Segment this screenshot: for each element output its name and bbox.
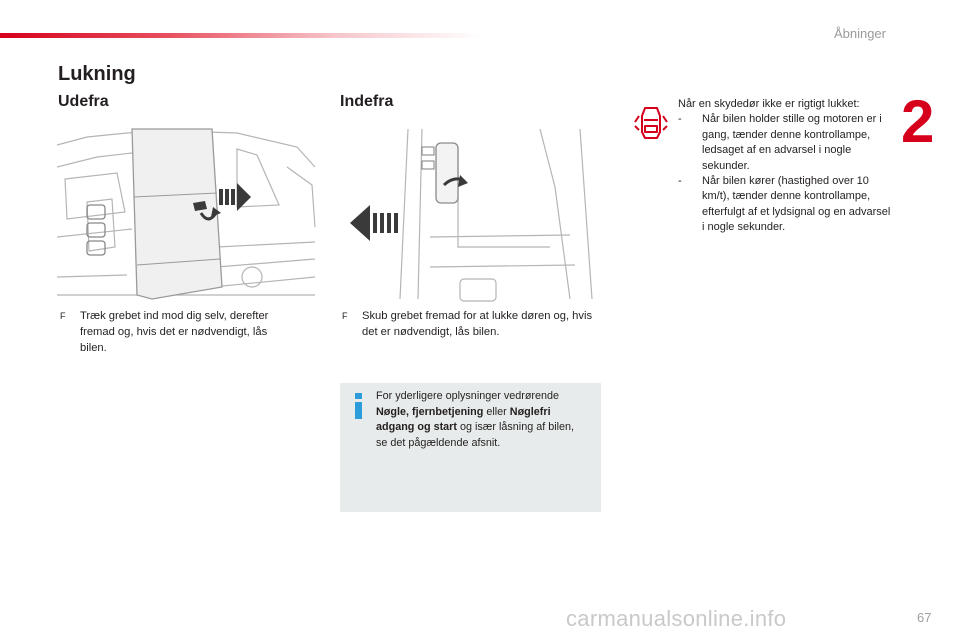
inside-instruction <box>340 308 598 340</box>
section-heading-outside: Udefra <box>58 93 109 110</box>
dash-marker: - <box>678 113 682 126</box>
info-text-part: For yderligere oplysninger vedrørende <box>376 390 560 402</box>
inside-instruction-text: Skub grebet fremad for at lukke døren og, hvis det er nødvendigt, lås bilen. <box>362 310 593 338</box>
header-accent-bar <box>0 33 480 38</box>
warning-text <box>678 97 893 236</box>
page-title: Lukning <box>58 63 136 85</box>
info-text-part: eller <box>483 405 510 418</box>
info-bold-keyless: Nøglefri adgang og start <box>376 405 551 433</box>
dash-marker: - <box>678 175 682 188</box>
warning-item-text: Når bilen holder stille og motoren er i gang, tænder denne kontrollampe, ledsaget af en advarsel i nogle sekunder. <box>702 113 882 172</box>
section-heading-inside: Indefra <box>340 93 394 110</box>
info-box <box>340 383 601 512</box>
bullet-marker: F <box>342 311 348 321</box>
warning-item-text: Når bilen kører (hastighed over 10 km/t), tænder denne kontrollampe, efterfulgt af et lydsignal og en advarsel i nogle sekunder. <box>702 175 891 234</box>
info-bold-key: Nøgle, fjernbetjening <box>376 405 484 418</box>
info-text <box>376 389 586 451</box>
bullet-marker: F <box>60 311 66 321</box>
chapter-number: 2 <box>901 88 935 155</box>
inside-door-illustration <box>340 127 600 302</box>
warning-intro: Når en skydedør ikke er rigtigt lukket: <box>678 98 860 110</box>
chapter-title: Åbninger <box>833 26 886 41</box>
outside-instruction-text: Træk grebet ind mod dig selv, derefter fremad og, hvis det er nødvendigt, lås bilen. <box>80 310 269 354</box>
warning-item <box>678 174 893 236</box>
outside-door-illustration <box>57 127 318 302</box>
watermark: carmanualsonline.info <box>566 606 787 631</box>
info-icon <box>352 391 366 421</box>
info-text-part: og især låsning af bilen, se det pågældende afsnit. <box>376 421 575 449</box>
page-number: 67 <box>917 610 932 625</box>
warning-item <box>678 112 893 174</box>
door-open-warning-icon <box>633 102 669 144</box>
outside-instruction <box>58 308 290 356</box>
